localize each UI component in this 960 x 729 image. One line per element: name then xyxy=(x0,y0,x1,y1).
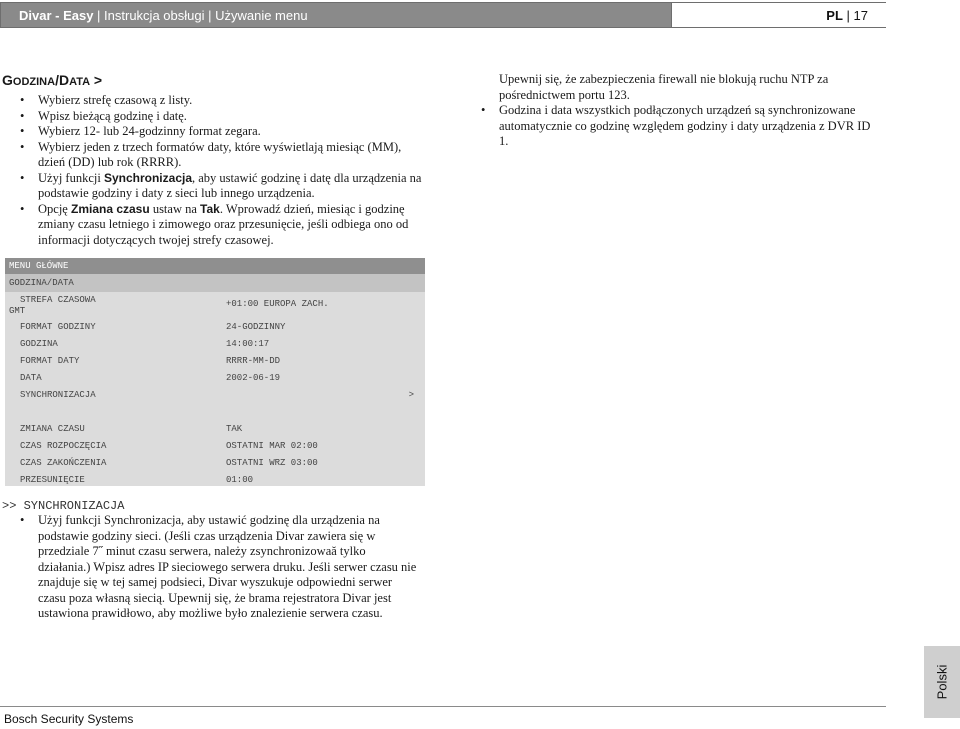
menu-row-label: PRZESUNIĘCIE xyxy=(20,475,85,485)
menu-row-value: 14:00:17 xyxy=(226,339,270,349)
menu-row-dst xyxy=(20,424,420,438)
menu-row-synchronization xyxy=(20,390,420,404)
language-tab-label: Polski xyxy=(934,664,950,700)
header-title-path: | Instrukcja obsługi | Używanie menu xyxy=(93,8,308,23)
menu-row-time-format xyxy=(20,322,420,336)
menu-row-value: 2002-06-19 xyxy=(226,373,281,383)
menu-row-value: OSTATNI WRZ 03:00 xyxy=(226,458,318,468)
list-item-text: Godzina i data wszystkich podłączonych urządzeń są synchronizowane automatycznie co godzinę względem godziny i daty urządzenia z DVR ID 1. xyxy=(499,103,871,148)
menu-sub-title: GODZINA/DATA xyxy=(9,278,74,288)
footer-company: Bosch Security Systems xyxy=(4,712,134,726)
list-item-keyword: Synchronizacja xyxy=(103,170,192,185)
page-number xyxy=(826,8,868,23)
list-item xyxy=(20,171,430,202)
menu-row-label: STREFA CZASOWA xyxy=(20,295,96,305)
menu-row-time-zone xyxy=(20,295,420,309)
menu-row-label: ZMIANA CZASU xyxy=(20,424,85,434)
page-header xyxy=(0,2,886,28)
menu-main-title: MENU GŁÓWNE xyxy=(9,261,69,271)
list-item-keyword: Zmiana czasu xyxy=(70,201,150,216)
menu-row-label: FORMAT GODZINY xyxy=(20,322,96,332)
menu-row-time xyxy=(20,339,420,353)
menu-row-start-time xyxy=(20,441,420,455)
list-item-text: . Wprowadź dzień, miesiąc i godzinę zmiany czasu letniego i zimowego oraz przesunięcie, jeśli odbiega ono od informacji dotyczących twojej strefy czasowej. xyxy=(38,201,409,247)
menu-row-value: TAK xyxy=(226,424,243,434)
chevron-right-icon: > xyxy=(408,390,414,400)
menu-row-value: 24-GODZINNY xyxy=(226,322,286,332)
list-item xyxy=(20,93,430,109)
list-item-text: , aby ustawić godzinę i datę dla urządzenia na podstawie godziny i daty z sieci lub innego urządzenia. xyxy=(38,170,422,200)
sync-instructions-list xyxy=(20,513,420,622)
section-title-part: ATA xyxy=(69,76,91,88)
footer-divider xyxy=(0,706,886,707)
menu-main-bar xyxy=(5,258,425,274)
list-item xyxy=(20,124,430,140)
list-item xyxy=(20,513,420,622)
menu-gmt-label: GMT xyxy=(9,306,26,316)
menu-row-label: DATA xyxy=(20,373,42,383)
list-item-text: Wybierz 12- lub 24-godzinny format zegara. xyxy=(38,124,261,138)
list-item xyxy=(20,140,430,171)
menu-row-label: GODZINA xyxy=(20,339,58,349)
menu-row-label: FORMAT DATY xyxy=(20,356,80,366)
header-title xyxy=(19,8,308,23)
list-item-text: Wybierz strefę czasową z listy. xyxy=(38,93,193,107)
menu-sub-bar xyxy=(5,274,425,292)
header-separator: | xyxy=(842,8,854,23)
menu-row-label: CZAS ROZPOCZĘCIA xyxy=(20,441,107,451)
list-item xyxy=(481,103,879,150)
section-title xyxy=(2,72,102,88)
section-title-part: G xyxy=(2,72,13,88)
menu-row-value: OSTATNI MAR 02:00 xyxy=(226,441,318,451)
header-page-box xyxy=(671,3,886,27)
list-item-text: Opcję xyxy=(38,201,71,216)
list-item-keyword: Tak xyxy=(200,201,220,216)
section-title-part: /D xyxy=(55,72,70,88)
list-item-text: Użyj funkcji xyxy=(38,170,104,185)
list-item-text: Wybierz jeden z trzech formatów daty, które wyświetlają miesiąc (MM), dzień (DD) lub rok (RRRR). xyxy=(38,139,402,169)
section-title-part: > xyxy=(90,72,103,88)
list-item-text: Wpisz bieżącą godzinę i datę. xyxy=(38,108,187,123)
menu-row-offset xyxy=(20,475,420,489)
firewall-note: Upewnij się, że zabezpieczenia firewall nie blokują ruchu NTP za pośrednictwem portu 123. xyxy=(499,72,829,102)
list-item-text: Użyj funkcji Synchronizacja, aby ustawić godzinę dla urządzenia na podstawie godziny sieci. (Jeśli czas urządzenia Divar zawiera się w przedziale 7˝ minut czasu serwera, należy zsynchronizowaă tylko działania.) Wpisz adres IP sieciowego serwera druku. Jeśli serwer czasu nie znajduje się w tej samej podsieci, Divar wyszukuje odpowiedni serwer czasu poza własną siecią. Upewnij się, że brama rejestratora Divar jest ustawiona prawidłowo, aby możliwe było znalezienie serwera czasu. xyxy=(38,513,417,620)
section-title-part: ODZINA xyxy=(12,76,56,88)
sync-notes-list xyxy=(481,103,879,150)
osd-menu-screenshot xyxy=(5,258,425,486)
sync-heading: >> SYNCHRONIZACJA xyxy=(2,499,125,513)
settings-instructions-list xyxy=(20,93,430,248)
language-tab xyxy=(924,646,960,718)
menu-row-label: CZAS ZAKOŃCZENIA xyxy=(20,458,107,468)
menu-row-value: 01:00 xyxy=(226,475,254,485)
menu-row-value: +01:00 EUROPA ZACH. xyxy=(226,299,329,309)
menu-row-date xyxy=(20,373,420,387)
menu-row-date-format xyxy=(20,356,420,370)
list-item xyxy=(20,202,430,249)
list-item xyxy=(20,109,430,125)
menu-row-end-time xyxy=(20,458,420,472)
header-page-number: 17 xyxy=(853,8,868,23)
menu-row-label: SYNCHRONIZACJA xyxy=(20,390,96,400)
header-title-product: Divar - Easy xyxy=(19,8,94,23)
list-item-text: ustaw na xyxy=(149,201,201,216)
menu-row-value: RRRR-MM-DD xyxy=(226,356,281,366)
header-lang: PL xyxy=(826,8,843,23)
